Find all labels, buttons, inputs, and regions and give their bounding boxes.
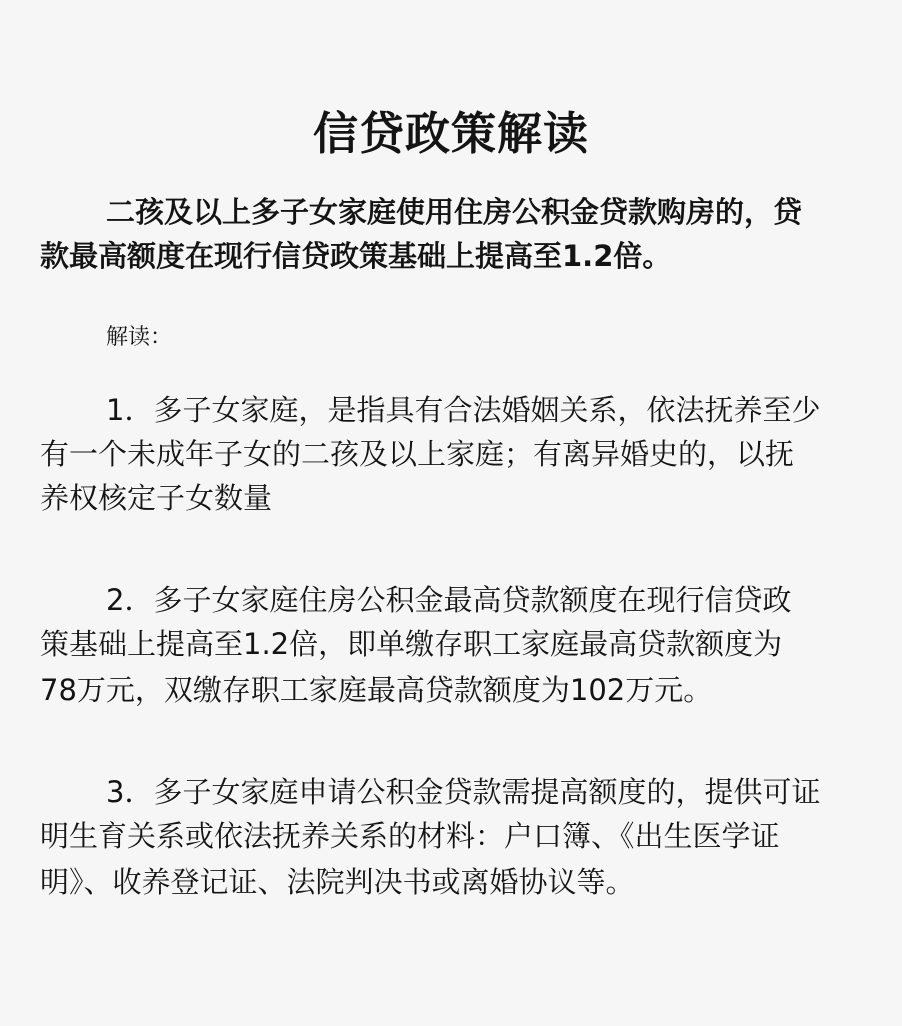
lead-line-1: 二孩及以上多子女家庭使用住房公积金贷款购房的，贷	[106, 195, 803, 229]
point-1-line-3: 养权核定子女数量	[40, 481, 273, 515]
point-2-line-2: 策基础上提高至1.2倍，即单缴存职工家庭最高贷款额度为	[40, 627, 783, 661]
point-2-line-1: 2．多子女家庭住房公积金最高贷款额度在现行信贷政	[106, 583, 792, 617]
point-3-line-1: 3．多子女家庭申请公积金贷款需提高额度的，提供可证	[106, 775, 821, 809]
point-2-line-3: 78万元，双缴存职工家庭最高贷款额度为102万元。	[40, 673, 713, 707]
point-1-line-2: 有一个未成年子女的二孩及以上家庭；有离异婚史的，以抚	[40, 437, 795, 471]
interpretation-label: 解读：	[106, 325, 173, 350]
point-3-line-3: 明》、收养登记证、法院判决书或离婚协议等。	[40, 865, 635, 899]
point-3-line-2: 明生育关系或依法抚养关系的材料：户口簿、《出生医学证	[40, 819, 780, 853]
page-title: 信贷政策解读	[312, 107, 589, 160]
lead-line-2: 款最高额度在现行信贷政策基础上提高至1.2倍。	[40, 239, 672, 273]
point-1-line-1: 1．多子女家庭，是指具有合法婚姻关系，依法抚养至少	[106, 393, 821, 427]
